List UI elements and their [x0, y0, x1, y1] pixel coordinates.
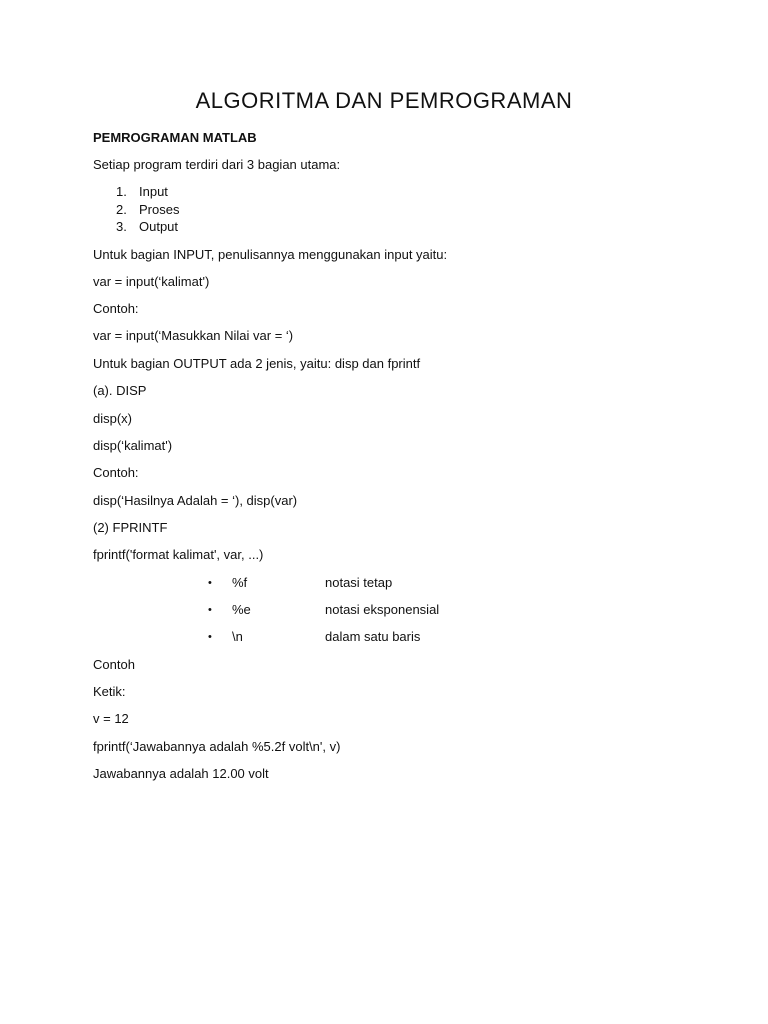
list-item-number: 1. [116, 184, 127, 199]
assign-line: v = 12 [93, 711, 129, 726]
format-code-description: notasi tetap [325, 575, 393, 590]
format-code-newline: \n [232, 629, 243, 644]
list-item-number: 3. [116, 219, 127, 234]
page-title: ALGORITMA DAN PEMROGRAMAN [195, 88, 573, 113]
fprintf-syntax: fprintf('format kalimat', var, ...) [93, 547, 264, 562]
format-code-f: %f [232, 575, 248, 590]
input-syntax: var = input(‘kalimat') [93, 274, 210, 289]
intro-text: Setiap program terdiri dari 3 bagian utama: [93, 157, 341, 172]
format-code-description: notasi eksponensial [325, 602, 440, 617]
bullet-icon: • [208, 604, 212, 616]
list-item-number: 2. [116, 202, 127, 217]
disp-syntax-text: disp(‘kalimat') [93, 438, 173, 453]
fprintf-heading: (2) FPRINTF [93, 520, 168, 535]
output-description: Untuk bagian OUTPUT ada 2 jenis, yaitu: disp dan fprintf [93, 356, 421, 371]
example-label: Contoh: [93, 301, 139, 316]
bullet-icon: • [208, 577, 212, 589]
bullet-icon: • [208, 631, 212, 643]
list-item-proses: Proses [139, 202, 180, 217]
type-label: Ketik: [93, 684, 126, 699]
format-code-description: dalam satu baris [325, 629, 421, 644]
disp-heading: (a). DISP [93, 383, 147, 398]
section-heading: PEMROGRAMAN MATLAB [93, 130, 257, 145]
input-example: var = input(‘Masukkan Nilai var = ‘) [93, 328, 294, 343]
input-description: Untuk bagian INPUT, penulisannya menggunakan input yaitu: [93, 247, 448, 262]
list-item-output: Output [139, 219, 179, 234]
format-code-e: %e [232, 602, 251, 617]
example-label: Contoh [93, 657, 135, 672]
list-item-input: Input [139, 184, 168, 199]
disp-syntax-variable: disp(x) [93, 411, 133, 426]
disp-example: disp(‘Hasilnya Adalah = ‘), disp(var) [93, 493, 298, 508]
result-line: Jawabannya adalah 12.00 volt [93, 766, 269, 781]
fprintf-example: fprintf(‘Jawabannya adalah %5.2f volt\n', v) [93, 739, 341, 754]
example-label: Contoh: [93, 465, 139, 480]
